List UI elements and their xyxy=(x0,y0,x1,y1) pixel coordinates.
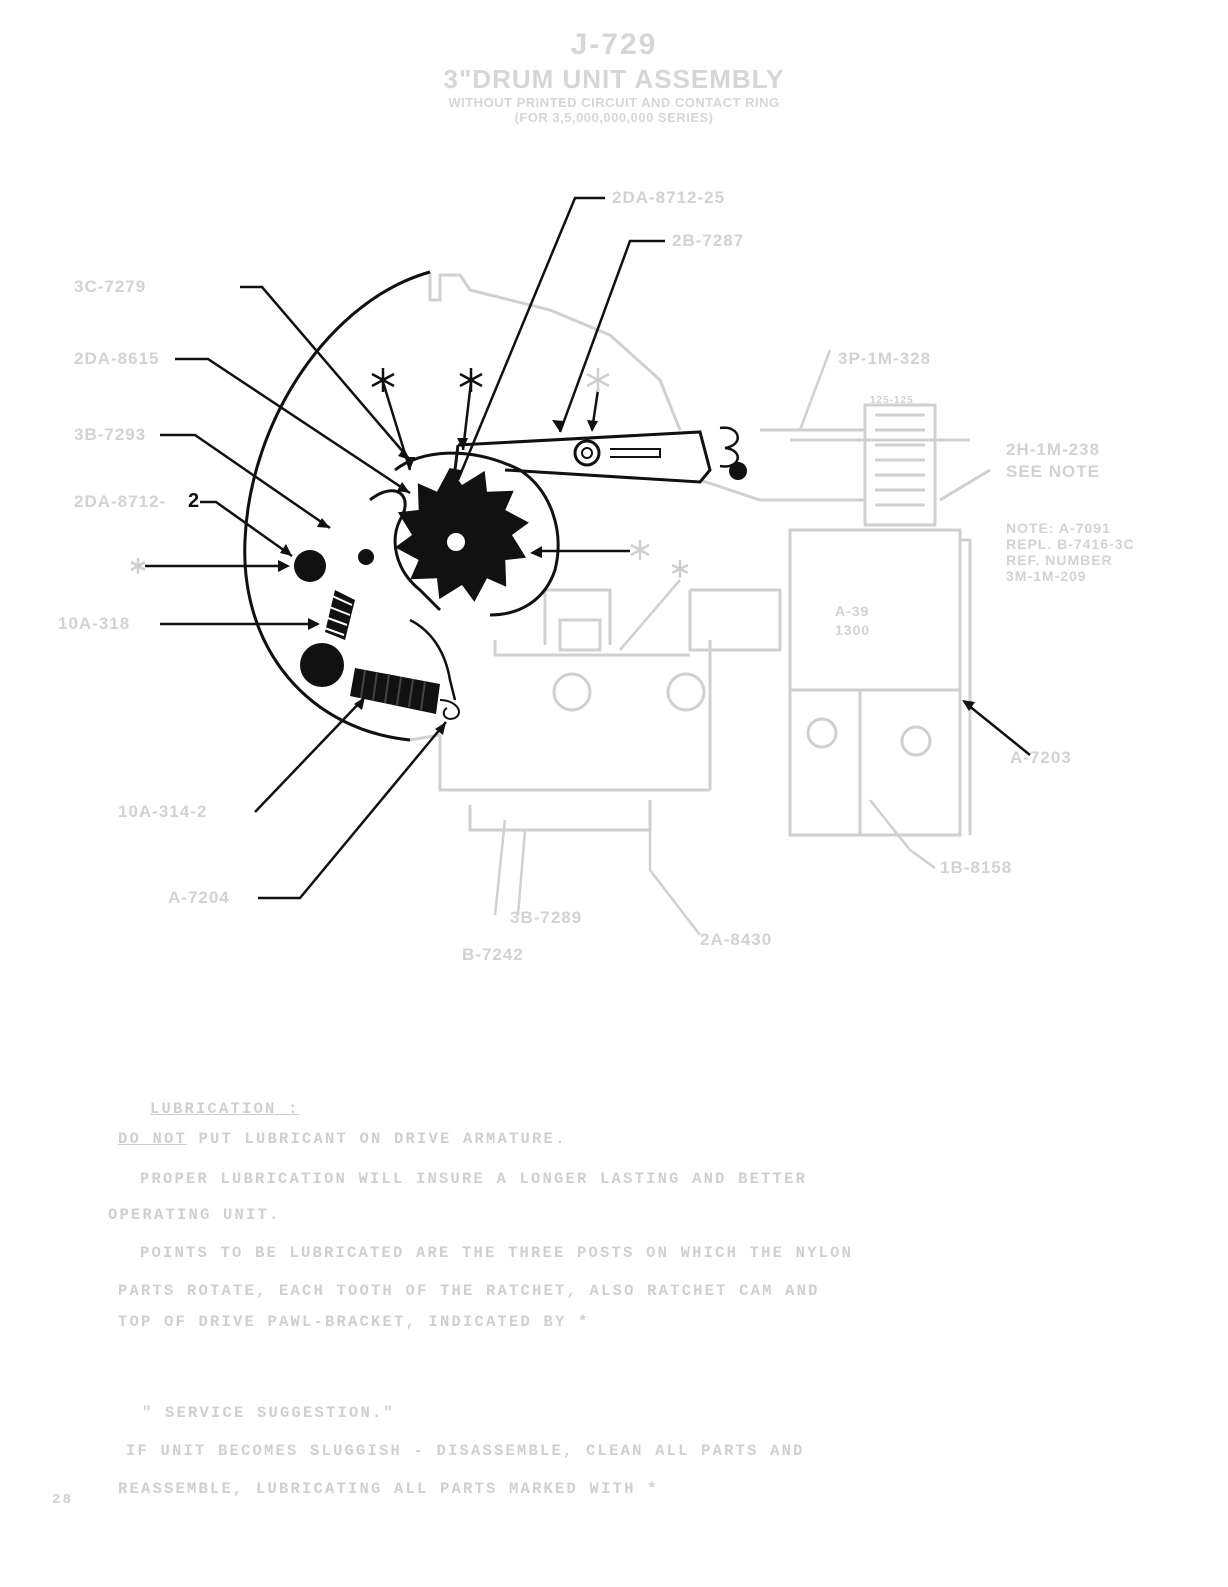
label-2H-1M-238: 2H-1M-238 xyxy=(1006,440,1101,459)
label-2DA-8712-suffix: 2 xyxy=(188,490,201,512)
label-see-note: SEE NOTE xyxy=(1006,462,1100,481)
lubrication-line-1 xyxy=(118,1130,1118,1148)
page-number: 28 xyxy=(52,1492,74,1508)
lubrication-line-4: POINTS TO BE LUBRICATED ARE THE THREE POSTS ON WHICH THE NYLON xyxy=(140,1244,854,1262)
label-2DA-8615: 2DA-8615 xyxy=(74,349,160,368)
lubrication-line-6: TOP OF DRIVE PAWL-BRACKET, INDICATED BY * xyxy=(118,1313,590,1331)
coil-label-1: A-39 xyxy=(835,603,870,619)
note-block xyxy=(1006,520,1135,584)
mechanism xyxy=(245,272,747,740)
label-2A-8430: 2A-8430 xyxy=(700,930,773,949)
ratchet-wheel xyxy=(395,468,529,602)
label-A-7203: A-7203 xyxy=(1010,748,1072,767)
small-spring xyxy=(322,590,355,640)
label-B-7242: B-7242 xyxy=(462,945,524,964)
coil-label-2: 1300 xyxy=(835,622,871,638)
lubrication-line-5: PARTS ROTATE, EACH TOOTH OF THE RATCHET, ALSO RATCHET CAM AND xyxy=(118,1282,820,1300)
label-10A-318: 10A-318 xyxy=(58,614,131,633)
label-3B-7289: 3B-7289 xyxy=(510,908,583,927)
drawing-title: 3"DRUM UNIT ASSEMBLY xyxy=(443,64,785,94)
leader-lines xyxy=(145,198,1030,898)
label-3B-7293: 3B-7293 xyxy=(74,425,147,444)
service-line-2: REASSEMBLE, LUBRICATING ALL PARTS MARKED WITH * xyxy=(118,1480,659,1498)
drawing-series: (FOR 3,5,000,000,000 SERIES) xyxy=(514,110,714,125)
lubrication-line-3: OPERATING UNIT. xyxy=(108,1206,281,1224)
label-A-7204: A-7204 xyxy=(168,888,230,907)
note-line-4: 3M-1M-209 xyxy=(1006,568,1087,584)
label-2DA-8712-25: 2DA-8712-25 xyxy=(612,188,726,207)
drawing-number: J-729 xyxy=(570,28,658,61)
label-3P-1M-328: 3P-1M-328 xyxy=(838,349,932,368)
large-spring xyxy=(350,668,440,714)
service-line-1: IF UNIT BECOMES SLUGGISH - DISASSEMBLE, CLEAN ALL PARTS AND xyxy=(126,1442,805,1460)
lubrication-line-2: PROPER LUBRICATION WILL INSURE A LONGER LASTING AND BETTER xyxy=(140,1170,808,1188)
service-heading: " SERVICE SUGGESTION." xyxy=(142,1404,396,1422)
note-line-2: REPL. B-7416-3C xyxy=(1006,536,1135,552)
do-not-text: DO NOT xyxy=(118,1130,188,1148)
coil-top-label: 125-125 xyxy=(870,395,914,406)
note-line-1: NOTE: A-7091 xyxy=(1006,520,1111,536)
label-10A-314-2: 10A-314-2 xyxy=(118,802,208,821)
lubrication-stars xyxy=(372,368,482,392)
label-3C-7279: 3C-7279 xyxy=(74,277,147,296)
lubrication-heading: LUBRICATION : xyxy=(150,1100,300,1118)
drawing-subtitle: WITHOUT PRINTED CIRCUIT AND CONTACT RING xyxy=(448,95,780,110)
label-1B-8158: 1B-8158 xyxy=(940,858,1013,877)
note-line-3: REF. NUMBER xyxy=(1006,552,1113,568)
label-2DA-8712: 2DA-8712- xyxy=(74,492,167,511)
label-2B-7287: 2B-7287 xyxy=(672,231,745,250)
lubrication-line-1-rest: PUT LUBRICANT ON DRIVE ARMATURE. xyxy=(187,1130,567,1148)
